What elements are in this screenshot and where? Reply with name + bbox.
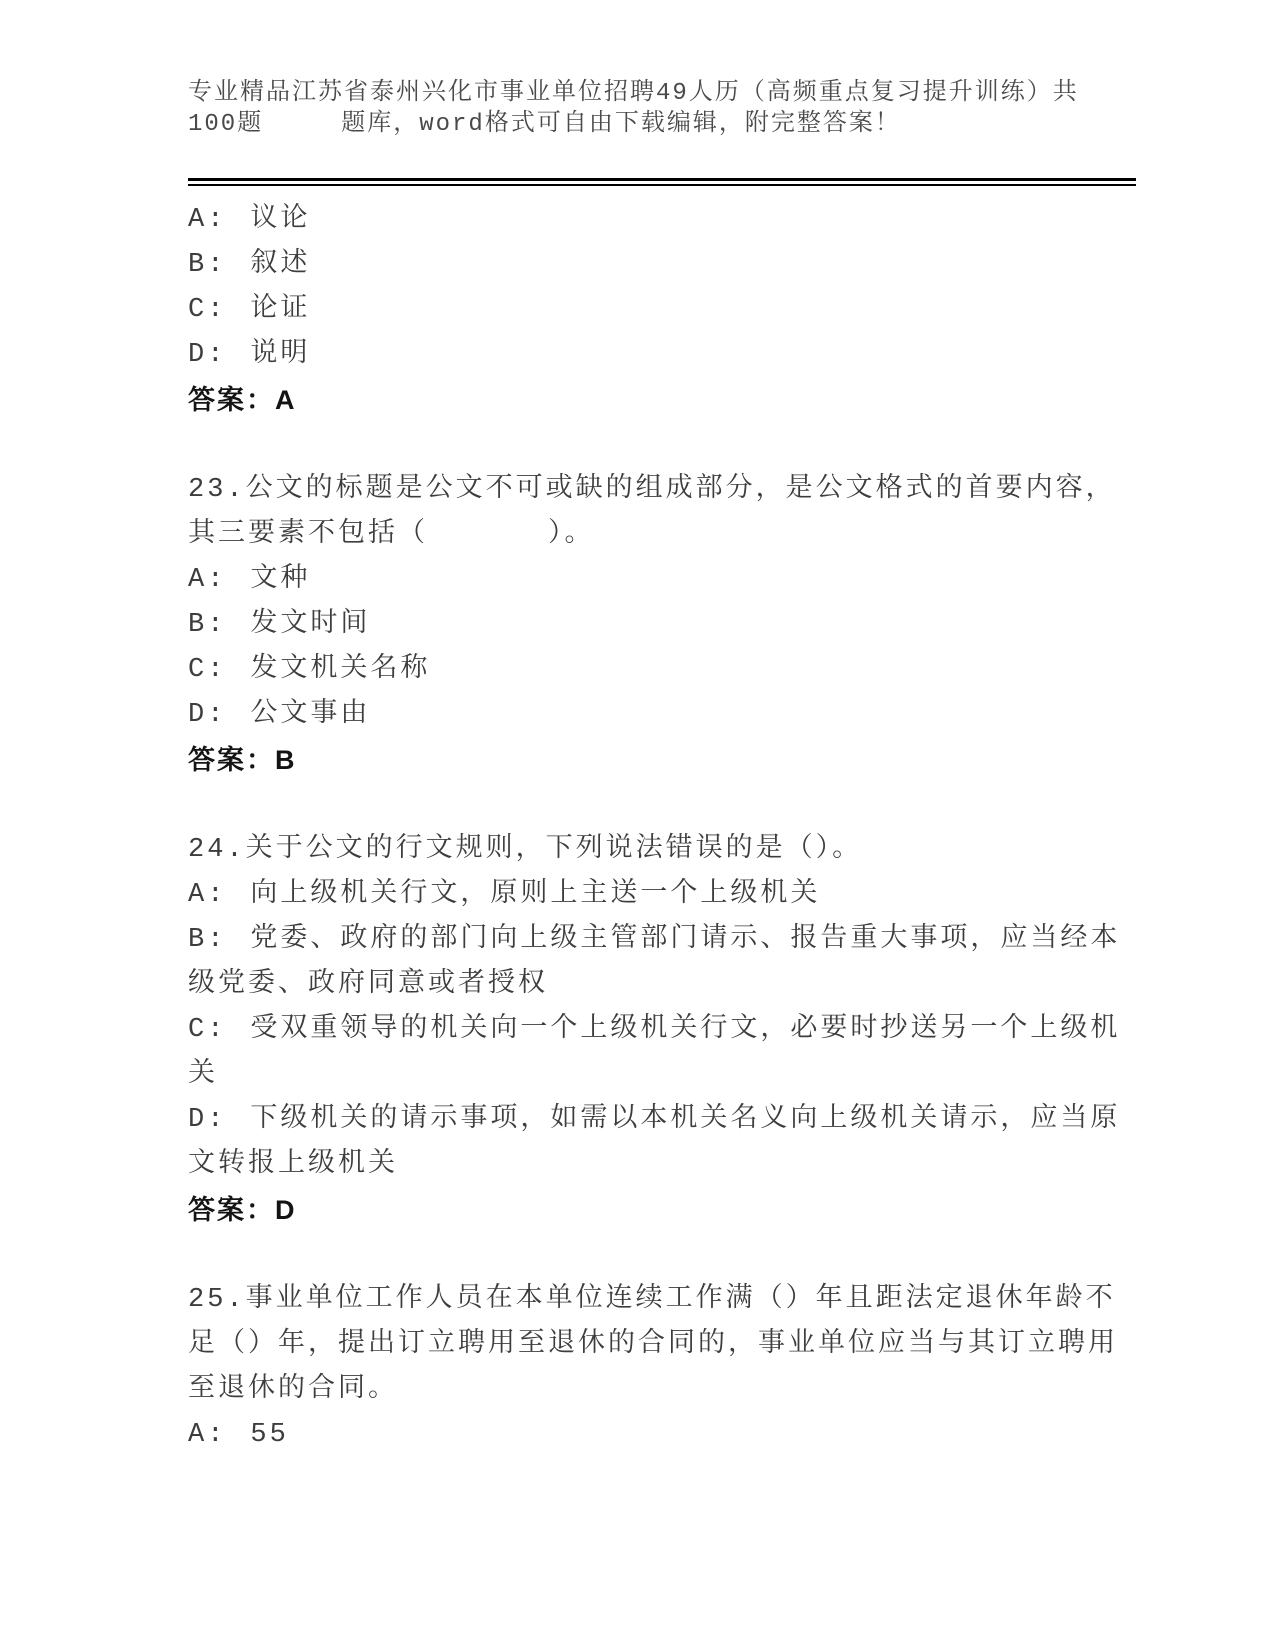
option-text: 文种 (250, 565, 311, 595)
option-label: A: (188, 205, 227, 235)
question-block (188, 1278, 1136, 1458)
option-label: A: (188, 880, 227, 910)
header-line-1: 专业精品江苏省泰州兴化市事业单位招聘49人历（高频重点复习提升训练）共 (188, 80, 1079, 107)
answer-line (188, 1188, 1136, 1233)
question-block (188, 468, 1136, 783)
header-rule (188, 178, 1136, 186)
option-label: C: (188, 1015, 227, 1045)
question-text: 24.关于公文的行文规则，下列说法错误的是（）。 (188, 835, 863, 865)
option-text: 论证 (250, 295, 311, 325)
question-block (188, 828, 1136, 1233)
option (188, 1008, 1136, 1098)
option (188, 288, 1136, 333)
answer-value: B (275, 745, 297, 775)
option (188, 1413, 1136, 1458)
option (188, 603, 1136, 648)
option-label: C: (188, 295, 227, 325)
option-label: B: (188, 925, 227, 955)
options (188, 1413, 1136, 1458)
question-text: 25.事业单位工作人员在本单位连续工作满（）年且距法定退休年龄不足（）年，提出订立聘用至退休的合同的，事业单位应当与其订立聘用至退休的合同。 (188, 1285, 1118, 1405)
option-text: 发文机关名称 (250, 655, 431, 685)
option-label: D: (188, 1105, 227, 1135)
question-text: 23.公文的标题是公文不可或缺的组成部分，是公文格式的首要内容，其三要素不包括（ ）。 (188, 475, 1116, 550)
option (188, 918, 1136, 1008)
option-label: B: (188, 250, 227, 280)
answer-label: 答案： (188, 745, 275, 775)
option-label: C: (188, 655, 227, 685)
option (188, 333, 1136, 378)
option-text: 说明 (250, 340, 311, 370)
option (188, 693, 1136, 738)
option-text: 公文事由 (250, 700, 371, 730)
option (188, 648, 1136, 693)
answer-label: 答案： (188, 1195, 275, 1225)
answer-line (188, 378, 1136, 423)
answer-label: 答案： (188, 385, 275, 415)
option-label: A: (188, 1420, 227, 1450)
question-block (188, 198, 1136, 423)
option-text: 叙述 (250, 250, 311, 280)
option-label: B: (188, 610, 227, 640)
option (188, 1098, 1136, 1188)
options (188, 198, 1136, 378)
page-header (188, 78, 1136, 140)
answer-value: D (275, 1195, 297, 1225)
option-text: 党委、政府的部门向上级主管部门请示、报告重大事项，应当经本级党委、政府同意或者授权 (188, 925, 1121, 1000)
option-text: 发文时间 (250, 610, 371, 640)
answer-line (188, 738, 1136, 783)
option-label: A: (188, 565, 227, 595)
option (188, 198, 1136, 243)
options (188, 558, 1136, 738)
option-text: 55 (250, 1420, 289, 1450)
option-text: 受双重领导的机关向一个上级机关行文，必要时抄送另一个上级机关 (188, 1015, 1121, 1090)
option-label: D: (188, 700, 227, 730)
option-text: 下级机关的请示事项，如需以本机关名义向上级机关请示，应当原文转报上级机关 (188, 1105, 1121, 1180)
options (188, 873, 1136, 1188)
option (188, 558, 1136, 603)
header-line-2: 100题 题库，word格式可自由下载编辑，附完整答案！ (188, 111, 901, 138)
questions (188, 198, 1136, 1458)
option-label: D: (188, 340, 227, 370)
option (188, 243, 1136, 288)
option-text: 议论 (250, 205, 311, 235)
answer-value: A (275, 385, 297, 415)
option (188, 873, 1136, 918)
option-text: 向上级机关行文，原则上主送一个上级机关 (250, 880, 821, 910)
